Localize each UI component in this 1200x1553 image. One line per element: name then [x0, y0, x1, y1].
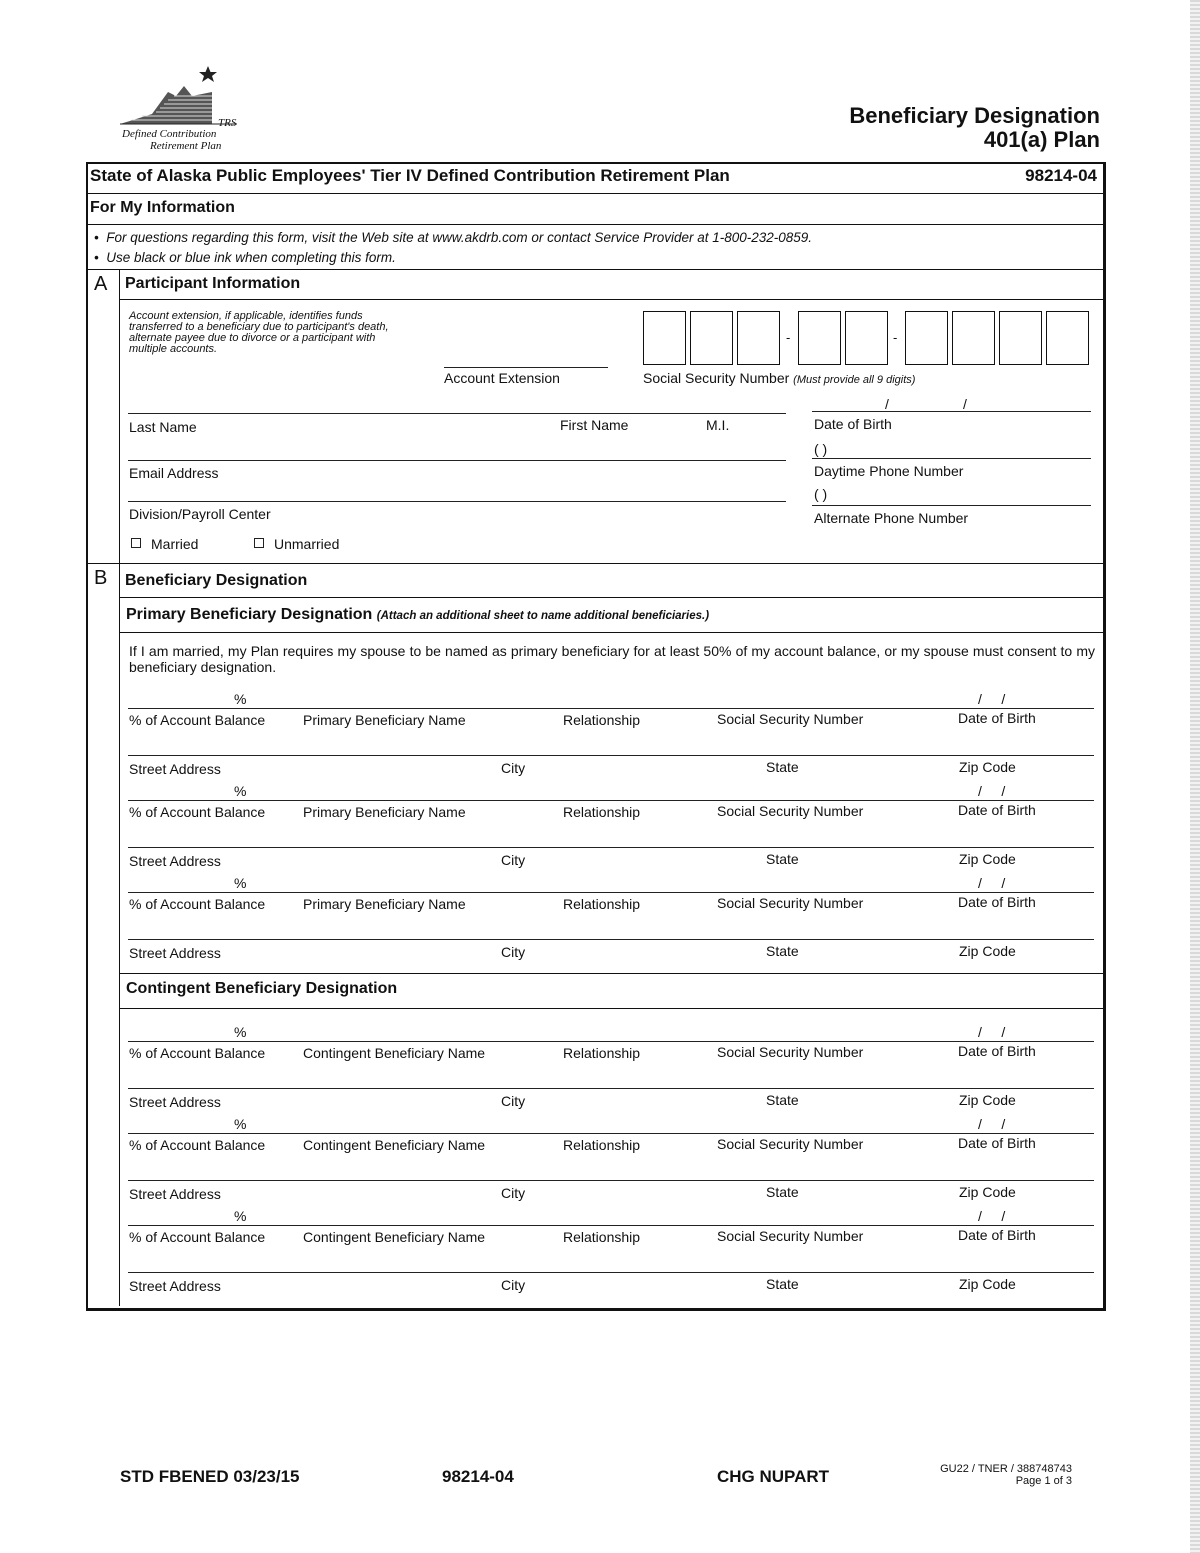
division-label: Division/Payroll Center — [129, 506, 271, 522]
divider — [119, 632, 1104, 633]
alternate-phone-label: Alternate Phone Number — [814, 510, 969, 526]
dob-slashes: / / — [978, 875, 1006, 891]
phone-paren: ( ) — [814, 441, 828, 457]
division-field[interactable] — [128, 501, 786, 502]
divider — [86, 224, 1104, 225]
address-row-field[interactable] — [128, 755, 1094, 756]
divider — [119, 299, 1104, 300]
dob-slash: / — [963, 396, 967, 412]
first-name-label: First Name — [560, 417, 629, 433]
spouse-consent-text: If I am married, my Plan requires my spouse to be named as primary beneficiary for at least 50% of my account balance, or my spouse must consent to my beneficiary designation. — [129, 643, 1095, 675]
footer-page: Page 1 of 3 — [1015, 1475, 1072, 1487]
dob-label: Date of Birth — [958, 802, 1036, 818]
dob-slashes: / / — [978, 1116, 1006, 1132]
logo-trs: TRS — [218, 117, 237, 129]
footer-change: CHG NUPART — [717, 1467, 830, 1486]
dob-label: Date of Birth — [958, 1043, 1036, 1059]
info-heading: For My Information — [90, 199, 235, 216]
beneficiary-name-label: Contingent Beneficiary Name — [303, 1137, 486, 1153]
plan-form-number: 98214-04 — [1025, 166, 1097, 185]
relationship-label: Relationship — [563, 804, 641, 820]
ssn-digit-box[interactable] — [905, 311, 948, 365]
ssn-digit-box[interactable] — [737, 311, 780, 365]
address-row-field[interactable] — [128, 847, 1094, 848]
daytime-phone-label: Daytime Phone Number — [814, 463, 964, 479]
dob-slash: / — [885, 396, 889, 412]
ssn-dash: - — [786, 330, 791, 345]
divider — [86, 269, 1104, 270]
ssn-label: Social Security Number — [717, 1136, 864, 1152]
ssn-digit-box[interactable] — [845, 311, 888, 365]
email-field[interactable] — [128, 460, 786, 461]
percent-sign: % — [234, 1208, 247, 1224]
pct-balance-label: % of Account Balance — [129, 804, 266, 820]
section-a-letter: A — [94, 273, 108, 295]
ssn-digit-box[interactable] — [1046, 311, 1089, 365]
pct-balance-label: % of Account Balance — [129, 712, 266, 728]
percent-sign: % — [234, 875, 247, 891]
divider — [86, 193, 1104, 194]
account-extension-label: Account Extension — [444, 370, 560, 386]
dob-label: Date of Birth — [814, 416, 892, 432]
beneficiary-name-label: Contingent Beneficiary Name — [303, 1229, 486, 1245]
ssn-label: Social Security Number — [717, 895, 864, 911]
primary-heading: Primary Beneficiary Designation (Attach an additional sheet to name additional beneficiaries.) — [126, 606, 710, 623]
beneficiary-name-label: Contingent Beneficiary Name — [303, 1045, 486, 1061]
city-label: City — [501, 760, 526, 776]
pct-balance-label: % of Account Balance — [129, 1229, 266, 1245]
pct-balance-label: % of Account Balance — [129, 1045, 266, 1061]
city-label: City — [501, 1093, 526, 1109]
address-row-field[interactable] — [128, 1180, 1094, 1181]
beneficiary-row-field[interactable] — [128, 892, 1094, 893]
dob-slashes: / / — [978, 1208, 1006, 1224]
percent-sign: % — [234, 691, 247, 707]
ssn-digit-box[interactable] — [999, 311, 1042, 365]
section-letter-column-line — [119, 269, 120, 1306]
relationship-label: Relationship — [563, 896, 641, 912]
street-address-label: Street Address — [129, 853, 221, 869]
beneficiary-row-field[interactable] — [128, 708, 1094, 709]
divider — [86, 563, 1104, 564]
divider — [119, 973, 1104, 974]
zip-code-label: Zip Code — [959, 759, 1016, 775]
street-address-label: Street Address — [129, 1094, 221, 1110]
ssn-digit-box[interactable] — [798, 311, 841, 365]
scan-edge — [1190, 0, 1200, 1553]
street-address-label: Street Address — [129, 945, 221, 961]
ssn-label: Social Security Number — [717, 1228, 864, 1244]
city-label: City — [501, 1277, 526, 1293]
ssn-label: Social Security Number — [717, 803, 864, 819]
relationship-label: Relationship — [563, 1229, 641, 1245]
percent-sign: % — [234, 1116, 247, 1132]
beneficiary-row-field[interactable] — [128, 1225, 1094, 1226]
unmarried-option[interactable]: Unmarried — [254, 536, 339, 552]
footer-ref-id: GU22 / TNER / 388748743 — [940, 1463, 1072, 1475]
dob-label: Date of Birth — [958, 894, 1036, 910]
state-label: State — [766, 1276, 799, 1292]
pct-balance-label: % of Account Balance — [129, 1137, 266, 1153]
dob-slashes: / / — [978, 1024, 1006, 1040]
street-address-label: Street Address — [129, 1278, 221, 1294]
address-row-field[interactable] — [128, 1088, 1094, 1089]
account-extension-note: Account extension, if applicable, identifies funds transferred to a beneficiary due to participant's death, alternate payee due to divorce or a participant with multiple accounts. — [129, 310, 389, 355]
title-line2: 401(a) Plan — [983, 127, 1100, 152]
logo-caption-line1: Defined Contribution — [122, 128, 217, 140]
zip-code-label: Zip Code — [959, 1184, 1016, 1200]
ssn-digit-box[interactable] — [952, 311, 995, 365]
relationship-label: Relationship — [563, 712, 641, 728]
checkbox-icon[interactable] — [254, 538, 264, 548]
footer-ref — [940, 1463, 1072, 1487]
ssn-digit-box[interactable] — [690, 311, 733, 365]
account-extension-field[interactable] — [444, 367, 608, 368]
pct-balance-label: % of Account Balance — [129, 896, 266, 912]
divider — [119, 1008, 1104, 1009]
info-bullet-2: • Use black or blue ink when completing this form. — [94, 250, 396, 265]
dob-label: Date of Birth — [958, 1227, 1036, 1243]
zip-code-label: Zip Code — [959, 851, 1016, 867]
dob-slashes: / / — [978, 691, 1006, 707]
state-label: State — [766, 759, 799, 775]
title-line1: Beneficiary Designation — [849, 103, 1100, 128]
state-label: State — [766, 1184, 799, 1200]
zip-code-label: Zip Code — [959, 943, 1016, 959]
section-b-letter: B — [94, 567, 108, 589]
percent-sign: % — [234, 1024, 247, 1040]
beneficiary-row-field[interactable] — [128, 1133, 1094, 1134]
zip-code-label: Zip Code — [959, 1276, 1016, 1292]
city-label: City — [501, 1185, 526, 1201]
address-row-field[interactable] — [128, 939, 1094, 940]
document-title — [849, 104, 1100, 152]
relationship-label: Relationship — [563, 1137, 641, 1153]
logo-caption-line2: Retirement Plan — [150, 140, 222, 152]
married-option[interactable]: Married — [131, 536, 198, 552]
footer-form-number: 98214-04 — [442, 1467, 514, 1486]
zip-code-label: Zip Code — [959, 1092, 1016, 1108]
logo-star-icon — [199, 66, 217, 82]
city-label: City — [501, 944, 526, 960]
beneficiary-name-label: Primary Beneficiary Name — [303, 896, 466, 912]
plan-title: State of Alaska Public Employees' Tier IV Defined Contribution Retirement Plan — [90, 166, 730, 185]
state-label: State — [766, 943, 799, 959]
name-field[interactable] — [128, 413, 786, 414]
daytime-phone-field[interactable] — [812, 458, 1091, 459]
state-label: State — [766, 1092, 799, 1108]
dob-label: Date of Birth — [958, 1135, 1036, 1151]
ssn-digit-box[interactable] — [643, 311, 686, 365]
ssn-label: Social Security Number (Must provide all 9 digits) — [643, 370, 916, 386]
street-address-label: Street Address — [129, 761, 221, 777]
beneficiary-name-label: Primary Beneficiary Name — [303, 712, 466, 728]
dob-slashes: / / — [978, 783, 1006, 799]
address-row-field[interactable] — [128, 1272, 1094, 1273]
info-bullet-1: • For questions regarding this form, visit the Web site at www.akdrb.com or contact Service Provider at 1-800-232-0859. — [94, 230, 813, 245]
contingent-heading: Contingent Beneficiary Designation — [126, 980, 398, 997]
ssn-label: Social Security Number — [717, 711, 864, 727]
checkbox-icon[interactable] — [131, 538, 141, 548]
mi-label: M.I. — [706, 417, 730, 433]
city-label: City — [501, 852, 526, 868]
divider — [119, 597, 1104, 598]
last-name-label: Last Name — [129, 419, 197, 435]
percent-sign: % — [234, 783, 247, 799]
street-address-label: Street Address — [129, 1186, 221, 1202]
beneficiary-row-field[interactable] — [128, 1041, 1094, 1042]
ssn-dash: - — [893, 330, 898, 345]
beneficiary-name-label: Primary Beneficiary Name — [303, 804, 466, 820]
dob-field[interactable] — [812, 411, 1091, 412]
ssn-label: Social Security Number — [717, 1044, 864, 1060]
phone-paren: ( ) — [814, 486, 828, 502]
email-label: Email Address — [129, 465, 219, 481]
dob-label: Date of Birth — [958, 710, 1036, 726]
beneficiary-row-field[interactable] — [128, 800, 1094, 801]
relationship-label: Relationship — [563, 1045, 641, 1061]
state-label: State — [766, 851, 799, 867]
section-a-title: Participant Information — [125, 275, 301, 292]
alternate-phone-field[interactable] — [812, 505, 1091, 506]
footer-code: STD FBENED 03/23/15 — [120, 1467, 300, 1486]
section-b-title: Beneficiary Designation — [125, 572, 308, 589]
